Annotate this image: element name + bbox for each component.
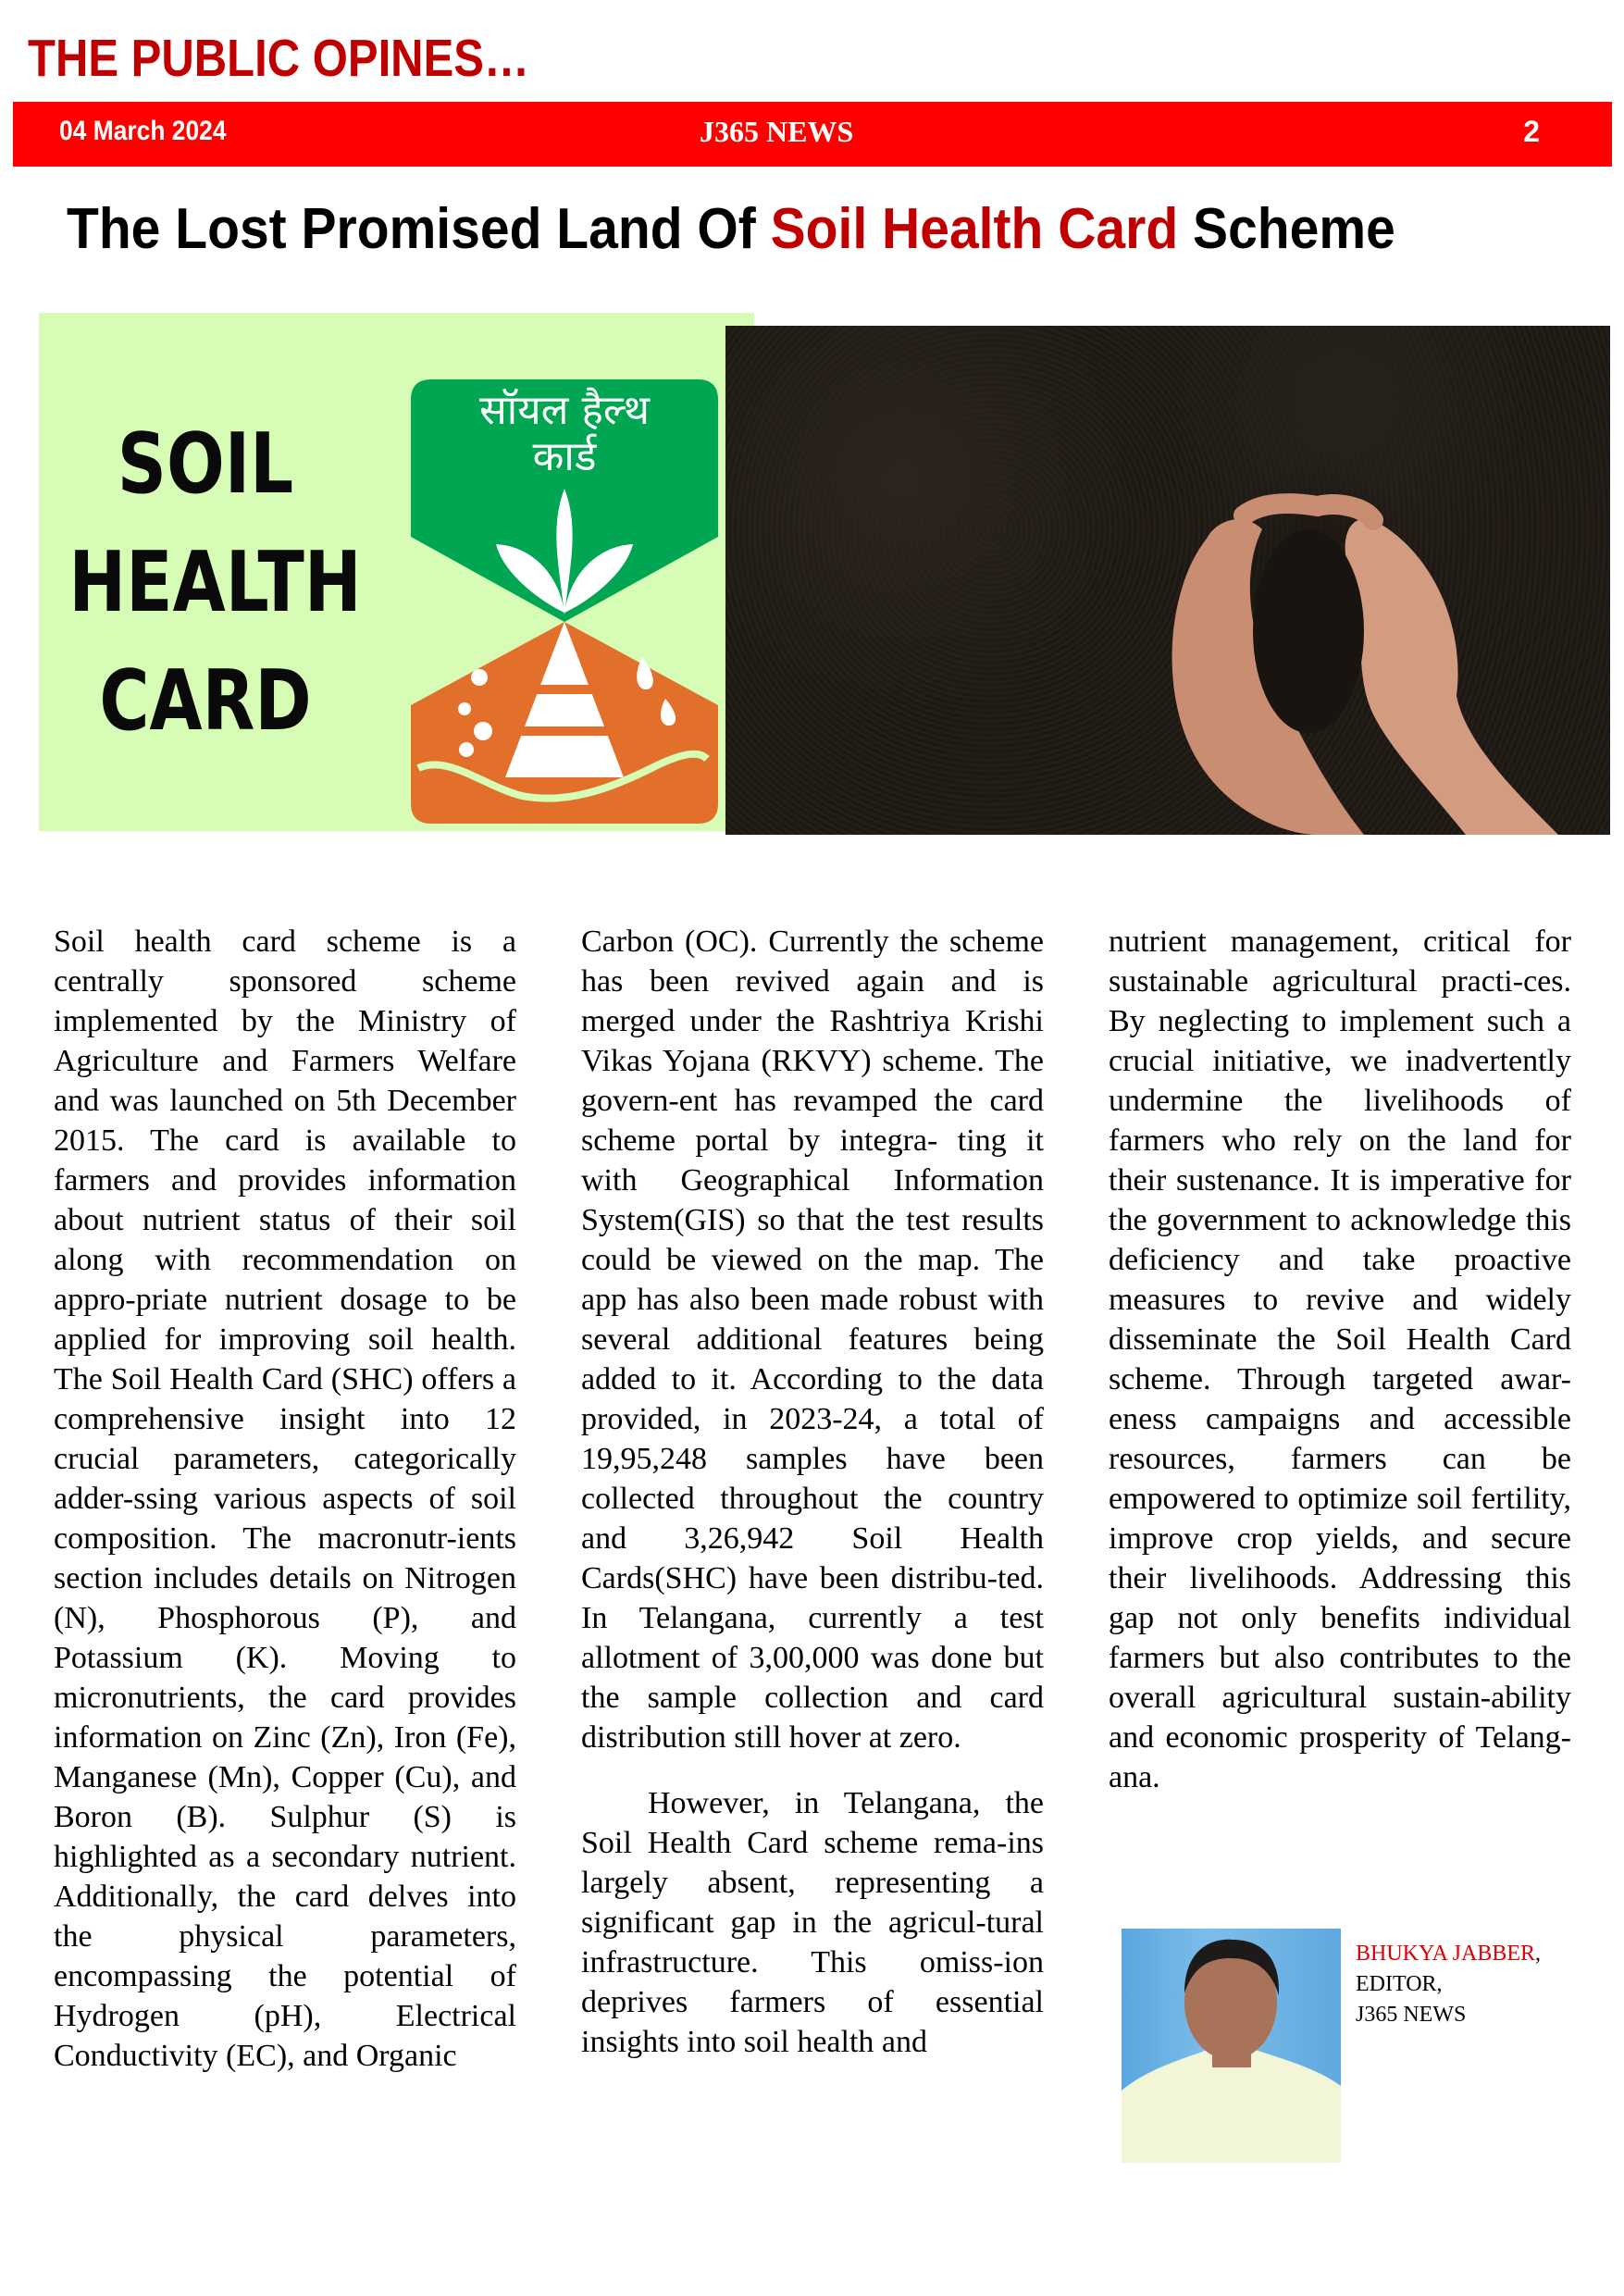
soil-health-emblem-icon: [411, 379, 718, 824]
article-paragraph: Carbon (OC). Currently the scheme has been revived again and is merged under the Rashtriya Krishi Vikas Yojana (RKVY) scheme. The govern-ent has revamped the card scheme portal by integra- ting it with Geographical Information System(GIS) so that the test results could be viewed on the map. The app has also been made robust with several additional features being added to it. According to the data provided, in 2023-24, a total of 19,95,248 samples have been collected throughout the country and 3,26,942 Soil Health Cards(SHC) have been distribu-ted. In Telangana, currently a test allotment of 3,00,000 was done but the sample collection and card distribution still hover at zero.: [581, 925, 1044, 1755]
headline-highlight: Soil Health Card: [770, 197, 1179, 261]
soil-in-hands-photo: [725, 326, 1610, 835]
article-paragraph: However, in Telangana, the Soil Health Card scheme rema-ins largely absent, representing a significant gap in the agricul-tural infrastructure. This omiss-ion deprives farmers of essential insights into soil health and: [581, 1786, 1044, 2059]
page-number: 2: [1523, 115, 1540, 148]
emblem-hindi-line1: सॉयल हैल्थ: [479, 387, 650, 434]
logo-line-soil: SOIL: [117, 416, 294, 513]
editor-avatar-icon: [1122, 1929, 1341, 2163]
soil-health-card-logo-image: [39, 313, 754, 831]
article-paragraph: Soil health card scheme is a centrally sponsored scheme implemented by the Ministry of Agriculture and Farmers Welfare and was launched on 5th December 2015. The card is available to farmers and provides information about nutrient status of their soil along with recommendation on appro-priate nutrient dosage to be applied for improving soil health. The Soil Health Card (SHC) offers a comprehensive insight into 12 crucial parameters, categorically adder-ssing various aspects of soil composition. The macronutr-ients section includes details on Nitrogen (N), Phosphorous (P), and Potassium (K). Moving to micronutrients, the card provides information on Zinc (Zn), Iron (Fe), Manganese (Mn), Copper (Cu), and Boron (B). Sulphur (S) is highlighted as a secondary nutrient. Additionally, the card delves into the physical parameters, encompassing the potential of Hydrogen (pH), Electrical Conductivity (EC), and Organic: [54, 925, 516, 2073]
header-bar: [13, 102, 1612, 167]
publication-name: J365 NEWS: [700, 115, 854, 148]
article-column-3: [1109, 922, 1571, 1797]
logo-line-card: CARD: [99, 652, 312, 750]
article-headline: [67, 196, 1445, 262]
logo-line-health: HEALTH: [68, 534, 362, 631]
article-paragraph: nutrient management, critical for sustainable agricultural practi-ces. By neglecting to implement such a crucial initiative, we inadvertently undermine the livelihoods of farmers who rely on the land for their sustenance. It is imperative for the government to acknowledge this deficiency and take proactive measures to revive and widely disseminate the Soil Health Card scheme. Through targeted awar-eness campaigns and accessible resources, farmers can be empowered to optimize soil fertility, improve crop yields, and secure their livelihoods. Addressing this gap not only benefits individual farmers but also contributes to the overall agricultural sustain-ability and economic prosperity of Telang-ana.: [1109, 925, 1571, 1794]
headline-suffix: Scheme: [1178, 197, 1395, 261]
emblem-hindi-line2: कार्ड: [532, 433, 597, 480]
editor-role: EDITOR,: [1356, 1972, 1443, 1996]
logo-wordmark: [68, 405, 362, 761]
article-column-1: [54, 922, 516, 2076]
editor-name-comma: ,: [1535, 1942, 1542, 1966]
article-column-2: [581, 922, 1044, 2062]
editor-portrait-photo: [1122, 1929, 1341, 2163]
cupped-hands-icon: [725, 326, 1610, 835]
headline-prefix: The Lost Promised Land Of: [67, 197, 771, 261]
issue-date: 04 March 2024: [59, 116, 227, 146]
editor-name: BHUKYA JABBER: [1356, 1942, 1536, 1966]
section-title: THE PUBLIC OPINES…: [28, 29, 530, 88]
byline: [1356, 1939, 1541, 2030]
editor-organization: J365 NEWS: [1356, 2003, 1467, 2027]
